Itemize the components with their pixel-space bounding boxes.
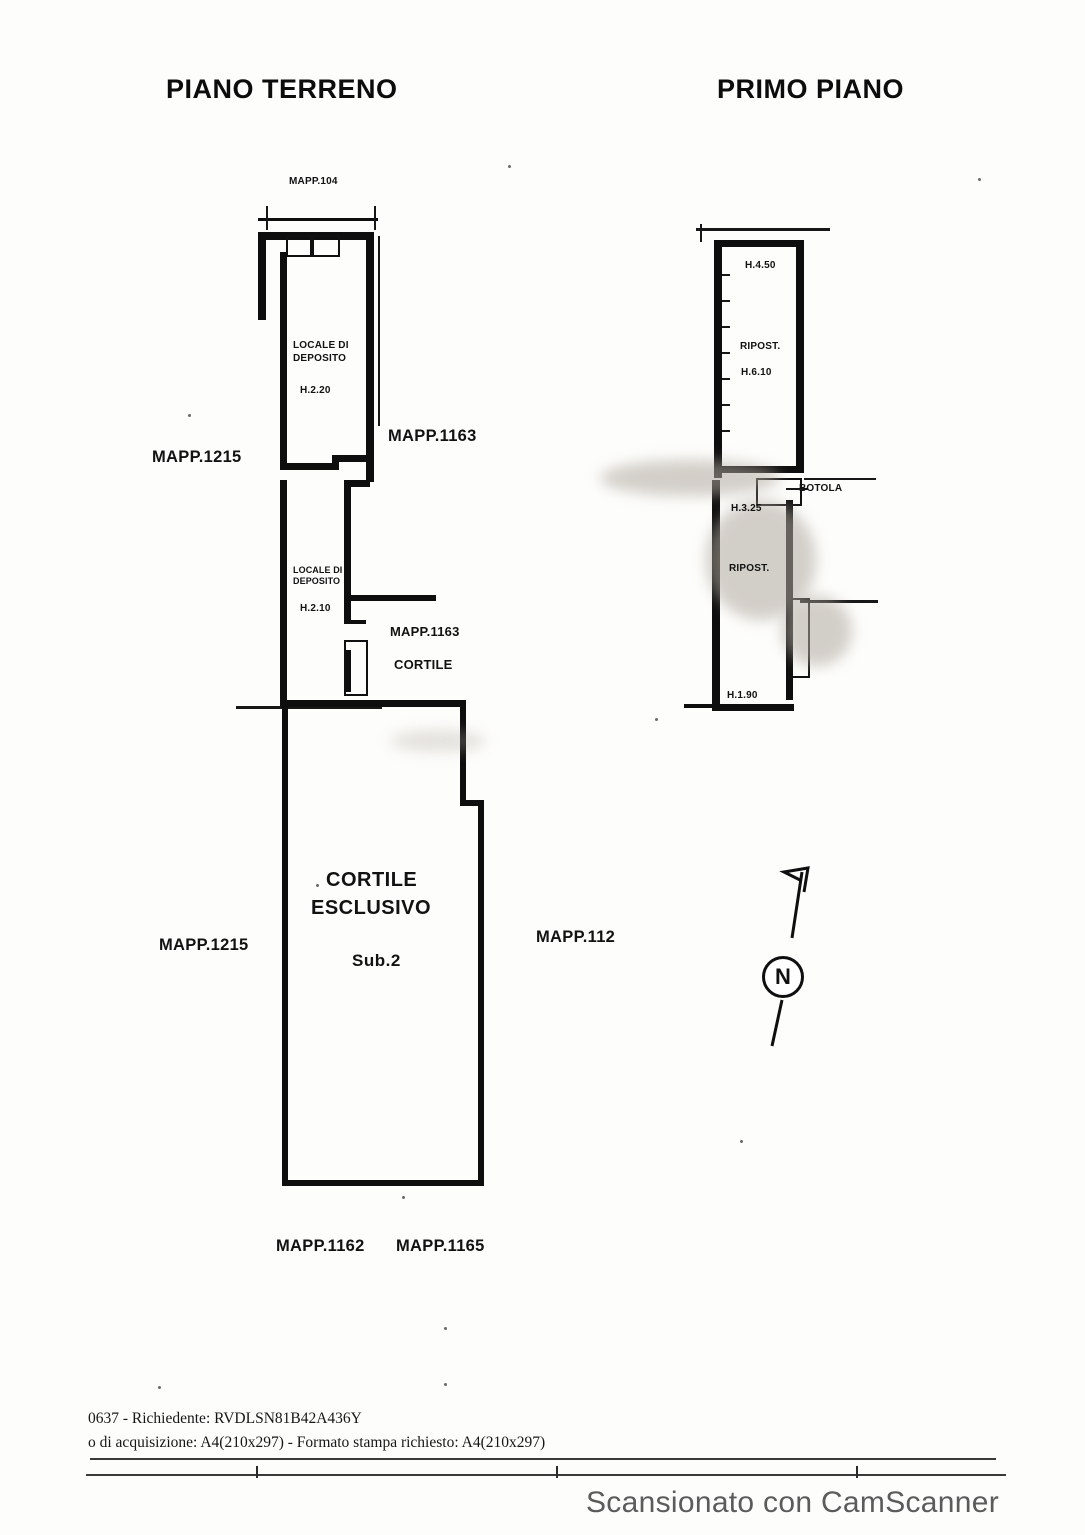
label-height-h210: H.2.10: [300, 603, 331, 614]
footer-tick-2: [556, 1466, 558, 1478]
footer-line-format: o di acquisizione: A4(210x297) - Formato stampa richiesto: A4(210x297): [88, 1434, 546, 1451]
label-locale-deposito-2-line1: LOCALE DI: [293, 565, 343, 575]
label-locale-deposito-1-line1: LOCALE DI: [293, 340, 349, 351]
label-mapp-1215-upper: MAPP.1215: [152, 448, 242, 466]
gf-top-tick-left: [266, 206, 268, 230]
ff-tick-7: [722, 430, 730, 432]
footer-line-requester: 0637 - Richiedente: RVDLSN81B42A436Y: [88, 1410, 362, 1427]
ff-tick-1: [722, 274, 730, 276]
label-height-h220: H.2.20: [300, 385, 331, 396]
scan-dot-2: [978, 178, 981, 181]
scan-smudge-court: [390, 730, 486, 752]
gf-wall-div-1c: [339, 455, 369, 462]
gf-court-wall-right-upper: [460, 706, 466, 806]
ff-wall-top: [714, 240, 804, 247]
ff-top-tick-left: [700, 224, 702, 242]
compass-north-letter: N: [762, 956, 804, 998]
label-height-h450: H.4.50: [745, 260, 776, 271]
stray-mark-1: [316, 884, 319, 887]
label-height-h610: H.6.10: [741, 367, 772, 378]
ff-tick-5: [722, 378, 730, 380]
label-cortile-esclusivo-line1: CORTILE: [326, 869, 418, 891]
gf-top-tick-right: [374, 206, 376, 230]
label-locale-deposito-2-line2: DEPOSITO: [293, 576, 341, 586]
gf-step-box-2: [312, 235, 340, 257]
gf-wall-div-1: [287, 463, 332, 470]
label-sub-2: Sub.2: [352, 951, 401, 970]
gf-base-wall: [280, 700, 466, 707]
title-primo-piano: PRIMO PIANO: [717, 74, 905, 104]
scan-dot-6: [402, 1196, 405, 1199]
compass-needle-icon: [742, 860, 862, 1050]
ff-wall-left-upper: [714, 240, 722, 478]
scan-dot-3: [188, 414, 191, 417]
footer-rule-bottom: [86, 1474, 1006, 1476]
title-piano-terreno: PIANO TERRENO: [166, 74, 398, 104]
ff-tick-3: [722, 326, 730, 328]
gf-wall-cortile-top: [344, 595, 436, 601]
label-ripost-2: RIPOST.: [729, 563, 770, 574]
label-mapp-1162: MAPP.1162: [276, 1237, 365, 1255]
scan-dot-1: [508, 165, 511, 168]
gf-cortile-small-box: [344, 640, 368, 696]
gf-top-tick-line: [258, 218, 378, 221]
scan-smudge-ff-1: [600, 460, 780, 496]
ff-right-line-upper: [804, 478, 876, 480]
label-height-h190: H.1.90: [727, 690, 758, 701]
ff-top-line: [696, 228, 830, 231]
label-mapp-1215-lower: MAPP.1215: [159, 936, 249, 954]
label-mapp-1165: MAPP.1165: [396, 1237, 485, 1255]
scan-dot-9: [444, 1383, 447, 1386]
ff-tick-4: [722, 352, 730, 354]
gf-boundary-right-upper: [378, 236, 380, 426]
ff-wall-right-upper: [796, 240, 804, 472]
gf-wall-cortile-mid: [344, 620, 366, 624]
label-cortile-esclusivo-line2: ESCLUSIVO: [311, 897, 432, 919]
footer-rule-top: [90, 1458, 996, 1460]
compass-rose: [742, 860, 862, 1050]
label-mapp-1163-mid: MAPP.1163: [390, 624, 460, 639]
scan-dot-7: [444, 1327, 447, 1330]
ff-tick-2: [722, 300, 730, 302]
camscanner-watermark: Scansionato con CamScanner: [586, 1486, 1000, 1519]
ff-wall-bottom: [712, 704, 794, 711]
gf-wall-div-1b: [332, 455, 339, 470]
label-locale-deposito-1-line2: DEPOSITO: [293, 353, 347, 364]
gf-court-wall-left: [282, 706, 288, 1186]
gf-step-box-1: [286, 235, 312, 257]
scan-dot-8: [158, 1386, 161, 1389]
label-mapp-104: MAPP.104: [289, 176, 338, 187]
gf-wall-upper-right: [366, 232, 374, 482]
gf-court-wall-bottom: [282, 1180, 484, 1186]
label-mapp-1163-upper: MAPP.1163: [388, 427, 477, 445]
label-mapp-112: MAPP.112: [536, 928, 616, 946]
label-cortile-small: CORTILE: [394, 657, 453, 672]
scan-dot-4: [655, 718, 658, 721]
gf-wall-upper-left: [258, 232, 266, 320]
footer-tick-3: [856, 1466, 858, 1478]
label-ripost-1: RIPOST.: [740, 341, 781, 352]
gf-wall-lower-top: [344, 480, 370, 487]
scan-dot-5: [740, 1140, 743, 1143]
gf-wall-left-lower: [280, 480, 287, 702]
footer-tick-1: [256, 1466, 258, 1478]
gf-wall-inner-left: [280, 252, 287, 470]
label-height-h325: H.3.25: [731, 503, 762, 514]
ff-tick-6: [722, 404, 730, 406]
ff-wall-bottom-ext: [684, 704, 714, 708]
gf-court-wall-right-lower: [478, 800, 484, 1186]
label-botola: BOTOLA: [799, 483, 843, 494]
scan-smudge-ff-3: [782, 596, 852, 666]
